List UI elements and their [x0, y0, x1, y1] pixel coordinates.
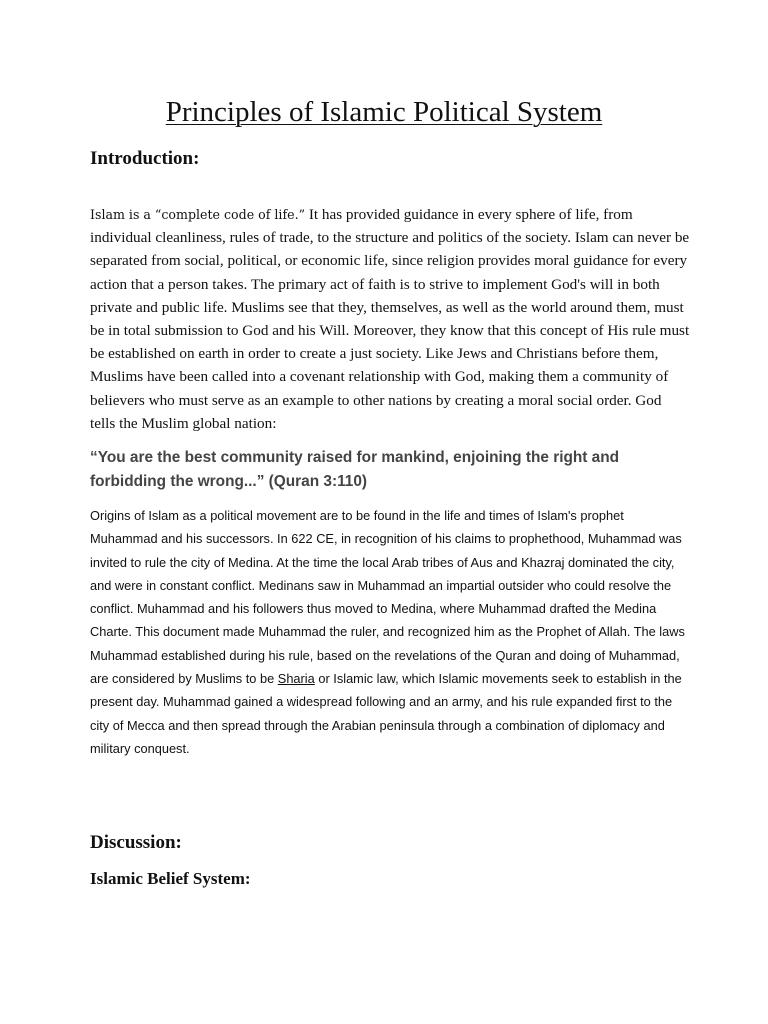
introduction-body-text: It has provided guidance in every sphere of life, from individual cleanliness, rules of trade, to the structure and politics of the society. Islam can never be separated from social, political, or economic life, since religion provides moral guidance for every action that a person takes. The primary act of faith is to strive to implement God's will in both private and public life. Muslims see that they, themselves, as well as the world around them, must be in total submission to God and his Will. Moreover, they know that this concept of His rule must be established on earth in order to create a just society. Like Jews and Christians before them, Muslims have been called into a covenant relationship with God, making them a community of believers who must serve as an example to other nations by creating a moral social order. God tells the Muslim global nation: [90, 206, 690, 432]
introduction-lead-text: Islam is a “complete code of life.” [90, 207, 306, 222]
discussion-heading: Discussion: [90, 832, 182, 853]
introduction-heading: Introduction: [90, 148, 200, 169]
origins-text-start: Origins of Islam as a political movement are to be found in the life and times of Islam's prophet Muhammad and his successors. In 622 CE, in recognition of his claims to prophethood, Muhammad was invited to rule the city of Medina. At the time the local Arab tribes of Aus and Khazraj dominated the city, and were in constant conflict. Medinans saw in Muhammad an impartial outsider who could resolve the conflict. Muhammad and his followers thus moved to Medina, where Muhammad drafted the Medina Charte. This document made Muhammad the ruler, and recognized him as the Prophet of Allah. The laws Muhammad established during his rule, based on the revelations of the Quran and doing of Muhammad, are considered by Muslims to be [90, 508, 685, 687]
origins-paragraph [90, 504, 690, 760]
origins-text-end: or Islamic law, which Islamic movements seek to establish in the present day. Muhammad gained a widespread following and an army, and his rule expanded first to the city of Mecca and then spread through the Arabian peninsula through a combination of diplomacy and military conquest. [90, 671, 682, 756]
document-title: Principles of Islamic Political System [165, 96, 603, 128]
sharia-link[interactable]: Sharia [277, 671, 315, 687]
quran-quote: “You are the best community raised for mankind, enjoining the right and forbidding the wrong...” (Quran 3:110) [90, 449, 620, 490]
belief-system-subheading: Islamic Belief System: [90, 869, 251, 888]
introduction-paragraph [90, 203, 690, 435]
